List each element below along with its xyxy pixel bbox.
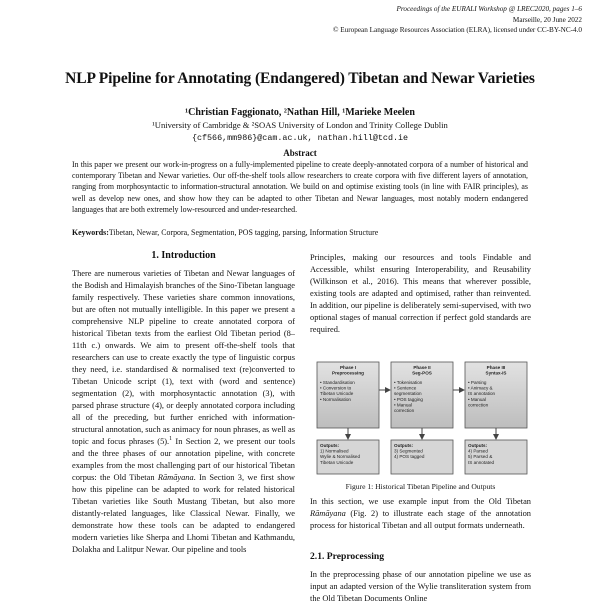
phase1-title: Phase I (339, 365, 357, 370)
intro-text-c: . In Section 3, we first show how this pipeline can be adapted to work for related historical Tibetan varieties like South Mustang Tibetan, but also more distantly-related languages, like Classical Newar. Finally, we demonstrate how these tools can be adapted to endangered modern varieties like Sherpa and Lhomi Tibetan and Kathmandu, Dolakha and Lalitpur Newar. Our pipeline and tools (72, 473, 295, 554)
phase2-item: correction (394, 408, 415, 413)
phase2-item: • POS tagging (394, 396, 423, 402)
header-license: © European Language Resources Association (ELRA), licensed under CC-BY-NC-4.0 (333, 26, 582, 34)
output1-line: Outputs: (320, 443, 340, 448)
phase1-title: Preprocessing (332, 370, 364, 376)
intro-right-text: Principles, making our resources and tools Findable and Accessible, whilst ensuring Interoperability, and Reusability (Wilkinson et al., 2016). This means that wherever possible, existing tools are adapted and optimised, rather than reinvented. In addition, our pipeline is deliberately semi-supervised, with two optional stages of manual correction if perfect gold standards are required. (310, 253, 531, 334)
paper-title: NLP Pipeline for Annotating (Endangered) Tibetan and Newar Varieties (65, 70, 535, 87)
abstract-text: In this paper we present our work-in-progress on a fully-implemented pipeline to create deeply-annotated corpora of a number of historical and contemporary Tibetan and Newar varieties. Our off-the-shelf tools allow researchers to create corpora with five different layers of annotation, ranging from morphosyntactic to information-structural annotation. We build on and optimise existing tools (in line with FAIR principles), as well as develop new ones, and show how they can be adapted to other Tibetan and Newar languages, most notably modern endangered languages that are both extremely low-resourced and under-researched. (72, 160, 528, 214)
intro-right-column (310, 252, 531, 336)
phase1-item: • Conversion to (320, 385, 352, 391)
keywords-text: Tibetan, Newar, Corpora, Segmentation, POS tagging, parsing, Information Structure (108, 228, 379, 237)
ramayana-title: Rāmāyana (157, 473, 194, 482)
phase2-item: • Tokenisation (394, 380, 423, 385)
phase3-item: • Animacy & (468, 385, 493, 391)
phase1-item: • Standardisation (320, 380, 355, 385)
output1-line: 1) Normalised (320, 448, 349, 454)
phase3-item: • Parsing (468, 380, 487, 385)
intro-left-column (72, 268, 295, 556)
pipeline-figure (313, 360, 533, 478)
phase2-item: • Sentence (394, 385, 417, 391)
output2-line: 4) POS tagged (394, 454, 425, 460)
phase2-item: segmentation (394, 391, 422, 397)
after-fig-b: (Fig. 2) to illustrate each stage of the annotation process for historical Tibetan and all output formats underneath. (310, 509, 531, 530)
keywords (72, 228, 528, 237)
output2-line: 3) Segmented (394, 448, 423, 454)
authors: ¹Christian Faggionato, ²Nathan Hill, ¹Marieke Meelen (185, 107, 415, 118)
figure-caption: Figure 1: Historical Tibetan Pipeline and Outputs (345, 482, 496, 491)
header-location: Marseille, 20 June 2022 (512, 15, 582, 24)
phase3-title: Syntax-IS (485, 370, 507, 376)
section-preprocessing-heading: 2.1. Preprocessing (310, 551, 384, 562)
output2-line: Outputs: (394, 443, 414, 448)
phase1-item: Tibetan Unicode (320, 391, 354, 397)
affiliation: ¹University of Cambridge & ²SOAS University of London and Trinity College Dublin (152, 120, 448, 130)
header-proceedings: Proceedings of the EURALI Workshop @ LREC2020, pages 1–6 (396, 5, 582, 13)
phase3-item: correction (468, 402, 489, 408)
phase3-item: IS annotation (468, 391, 496, 397)
phase2-title: Seg-POS (412, 370, 432, 376)
emails: {cf566,mm986}@cam.ac.uk, nathan.hill@tcd.ie (191, 133, 409, 143)
phase2-title: Phase II (413, 365, 431, 370)
section-text (310, 496, 531, 532)
section-introduction-heading: 1. Introduction (151, 250, 216, 261)
abstract-heading: Abstract (283, 148, 317, 158)
phase2-item: • Manual (394, 402, 412, 408)
output3-line: Outputs: (468, 443, 488, 448)
phase1-item: • Normalisation (320, 396, 351, 402)
footnote-mark: 1 (169, 436, 173, 443)
output3-line: IS annotated (468, 459, 495, 465)
output3-line: 5) Parsed & (468, 454, 493, 460)
phase3-item: • Manual (468, 396, 486, 402)
preprocessing-text: In the preprocessing phase of our annotation pipeline we use as input an adapted version of the Wylie transliteration system from the Old Tibetan Documents Online (310, 570, 531, 603)
output1-line: Wylie & Normalised (320, 454, 361, 460)
keywords-label: Keywords: (72, 228, 109, 237)
output3-line: 4) Parsed (468, 448, 488, 454)
output1-line: Tibetan Unicode (320, 459, 354, 465)
phase3-title: Phase III (486, 365, 506, 370)
ramayana-title-2: Rāmāyana (310, 509, 346, 518)
page-header (333, 4, 582, 36)
intro-text-b: In Section 2, we present our tools and the three phases of our annotation pipeline, with concrete examples from the most challenging part of our historical Tibetan corpus: the Old Tibetan (72, 437, 295, 482)
after-fig-a: In this section, we use example input from the Old Tibetan (310, 497, 531, 506)
intro-text: There are numerous varieties of Tibetan and Newar languages of the Bodish and Himalayish branches of the Sino-Tibetan language family respectively. These varieties share common innovations, but are often not mutually intelligible. In this paper we present a comprehensive NLP pipeline to create annotated corpora of historical Tibetan texts from the earliest Old Tibetan period (8–11th c.) onwards. We aim to present off-the-shelf tools that researchers can use to create exactly the type of linguistic corpus they need, i.e. standardised & normalised text (re)converted to Tibetan Unicode script (1), text with (word and sentence) segmentation (2), with morphosyntactic annotation (3), with parsed phrase structure (4), or deeply annotated corpora including all of the preceding, but further enriched with information-structural annotation, such as animacy for noun phrases, as well as topic and focus phrases (5). (72, 269, 295, 446)
